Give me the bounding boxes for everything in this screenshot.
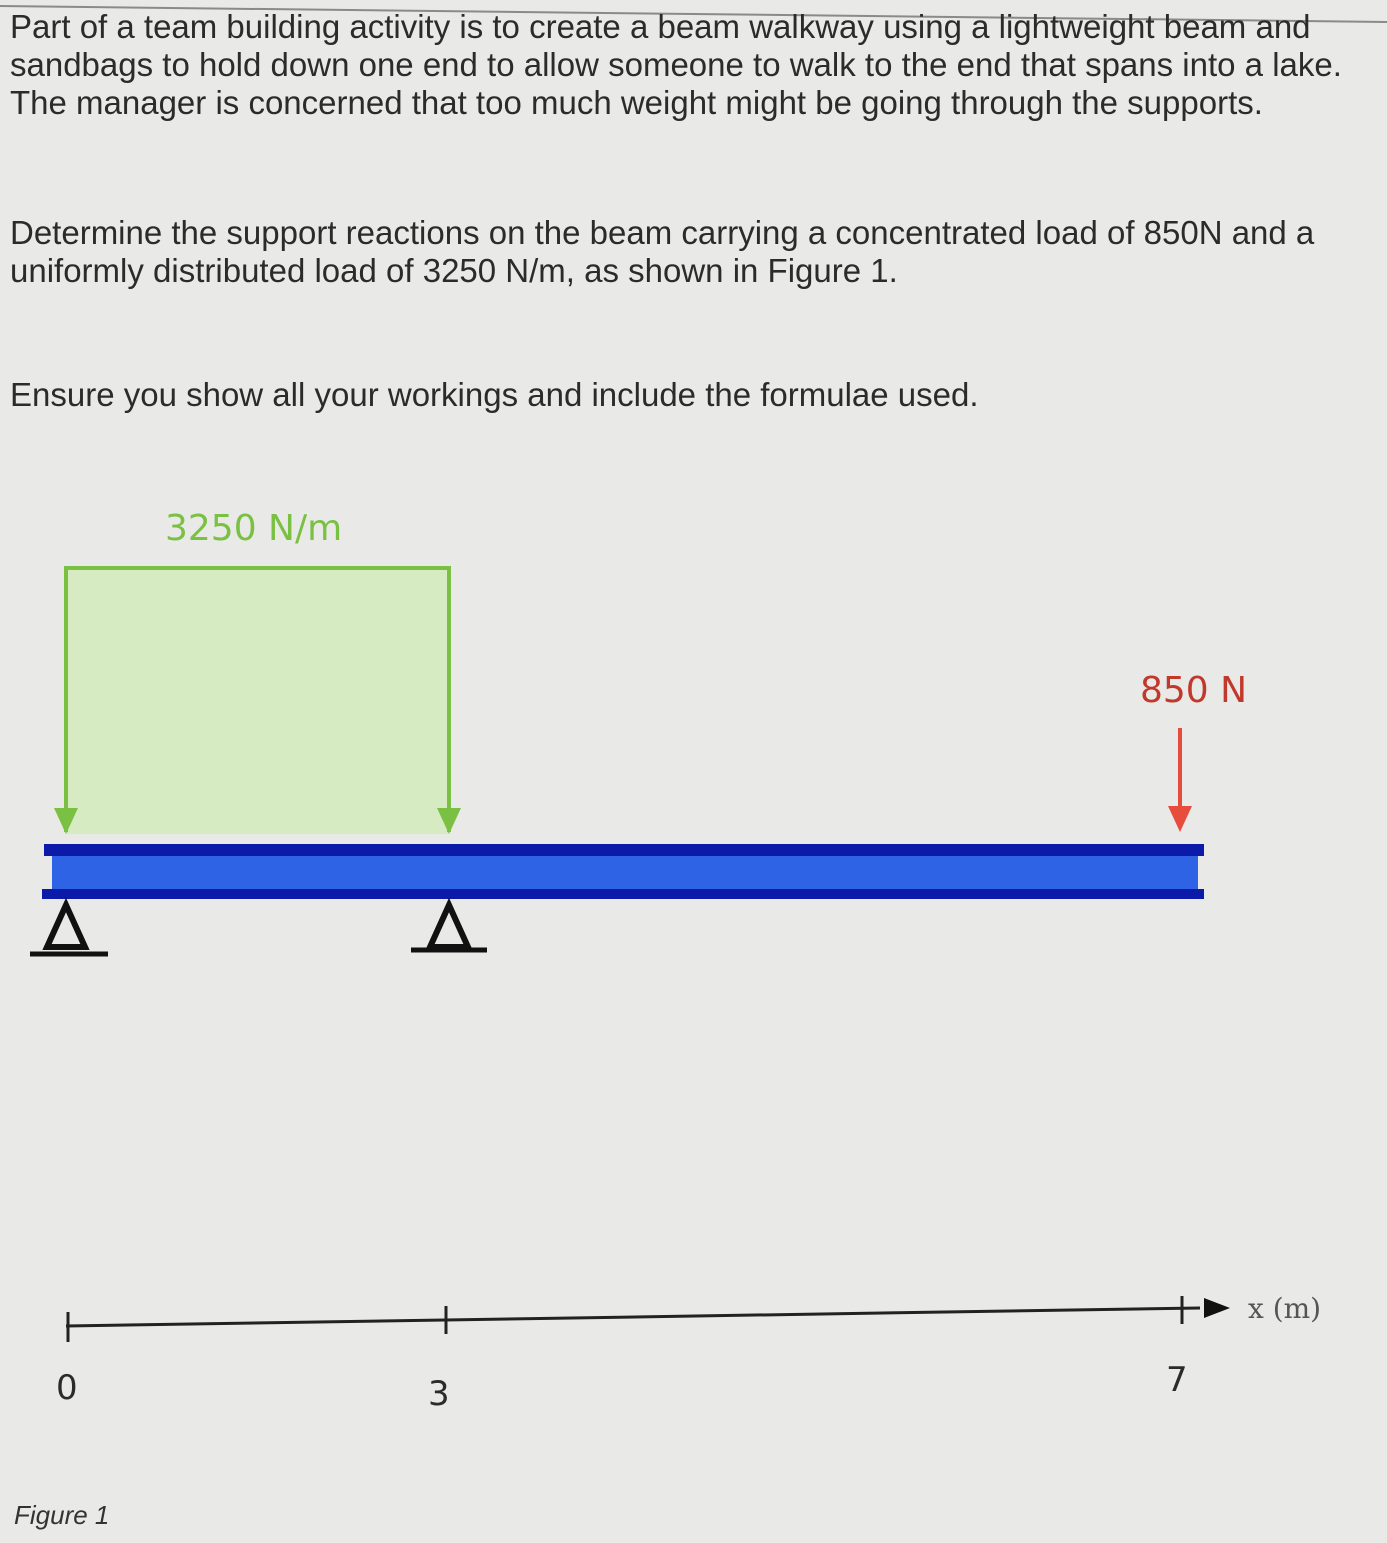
left-support (30, 905, 108, 954)
question-intro: Part of a team building activity is to create a beam walkway using a lightweight beam and sandbags to hold down one end to allow someone to walk to the end that spans into a lake. The manager is concerned that too much weight might be going through the supports. (10, 8, 1342, 121)
point-load-label: 850 N (1140, 670, 1248, 711)
beam (42, 844, 1204, 899)
question-instructions: Ensure you show all your workings and include the formulae used. (10, 376, 979, 413)
beam-figure (0, 470, 1387, 1543)
figure-caption: Figure 1 (14, 1500, 110, 1530)
x-axis (66, 1296, 1230, 1342)
distributed-load (54, 568, 461, 834)
question-task: Determine the support reactions on the beam carrying a concentrated load of 850N and a uniformly distributed load of 3250 N/m, as shown in Figure 1. (10, 214, 1315, 289)
axis-tick-label-3: 3 (428, 1374, 450, 1414)
x-axis-label: x (m) (1248, 1292, 1322, 1325)
distributed-load-label: 3250 N/m (165, 508, 343, 549)
axis-tick-label-7: 7 (1166, 1360, 1188, 1400)
distributed-load-area (66, 568, 449, 834)
middle-support (411, 905, 487, 950)
point-load-arrow (1168, 728, 1192, 832)
axis-tick-label-0: 0 (56, 1368, 78, 1408)
axis-arrowhead (1204, 1298, 1230, 1318)
